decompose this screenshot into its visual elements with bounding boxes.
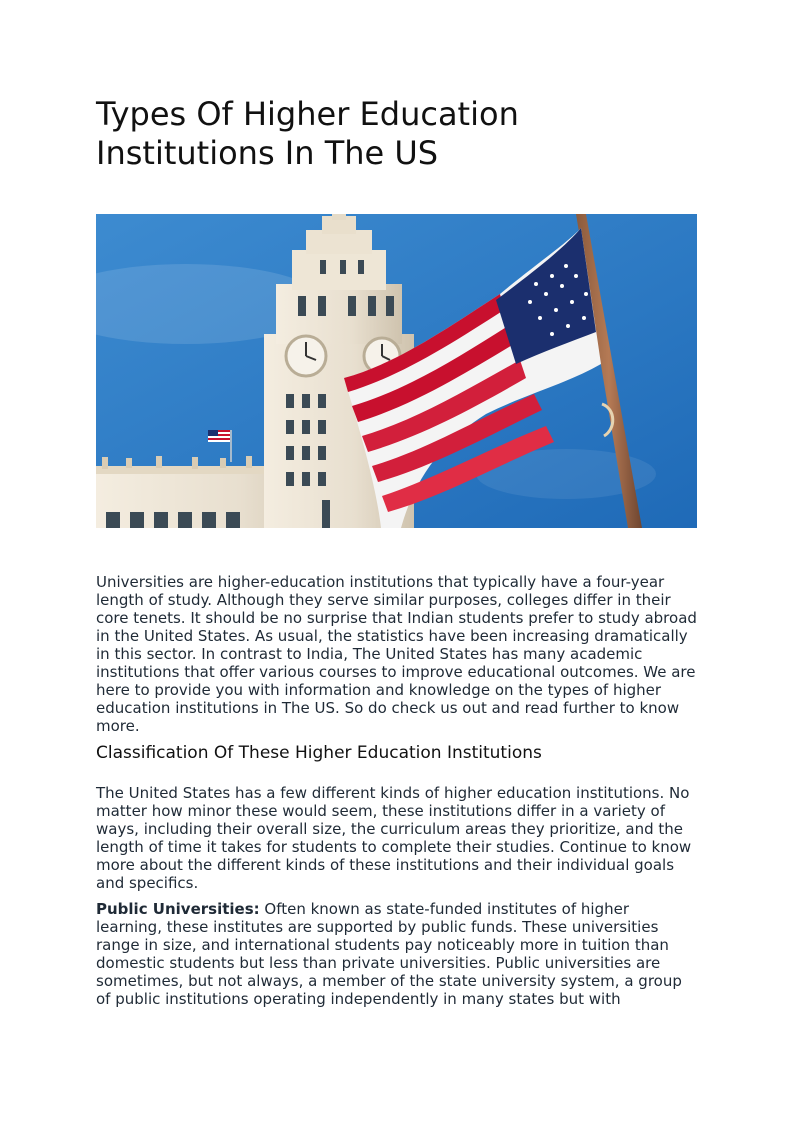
public-universities-text: Often known as state-funded institutes of higher learning, these institutes are supported by public funds. These universities range in size, and international students pay noticeably more in tuition than domestic students but less than private universities. Public universities are sometimes, but not always, a member of the state university system, a group of public institutions operating independently in many states but with: [96, 900, 682, 1008]
page-title: Types Of Higher Education Institutions In The US: [96, 95, 519, 172]
public-universities-label: Public Universities:: [96, 900, 260, 918]
clock-tower-and-us-flag-photo: [96, 214, 697, 528]
hero-image: [96, 214, 697, 528]
section-paragraph: The United States has a few different kinds of higher education institutions. No matter how minor these would seem, these institutions differ in a variety of ways, including their overall size, the curriculum areas they prioritize, and the length of time it takes for students to complete their studies. Continue to know more about the different kinds of these institutions and their individual goals and specifics.: [96, 784, 692, 892]
intro-paragraph: Universities are higher-education institutions that typically have a four-year length of study. Although they serve similar purposes, colleges differ in their core tenets. It should be no surprise that Indian students prefer to study abroad in the United States. As usual, the statistics have been increasing dramatically in this sector. In contrast to India, The United States has many academic institutions that offer various courses to improve educational outcomes. We are here to provide you with information and knowledge on the types of higher education institutions in The US. So do check us out and read further to know more.: [96, 573, 697, 735]
public-universities-paragraph: [96, 900, 697, 1008]
section-heading: Classification Of These Higher Education Institutions: [96, 743, 542, 763]
